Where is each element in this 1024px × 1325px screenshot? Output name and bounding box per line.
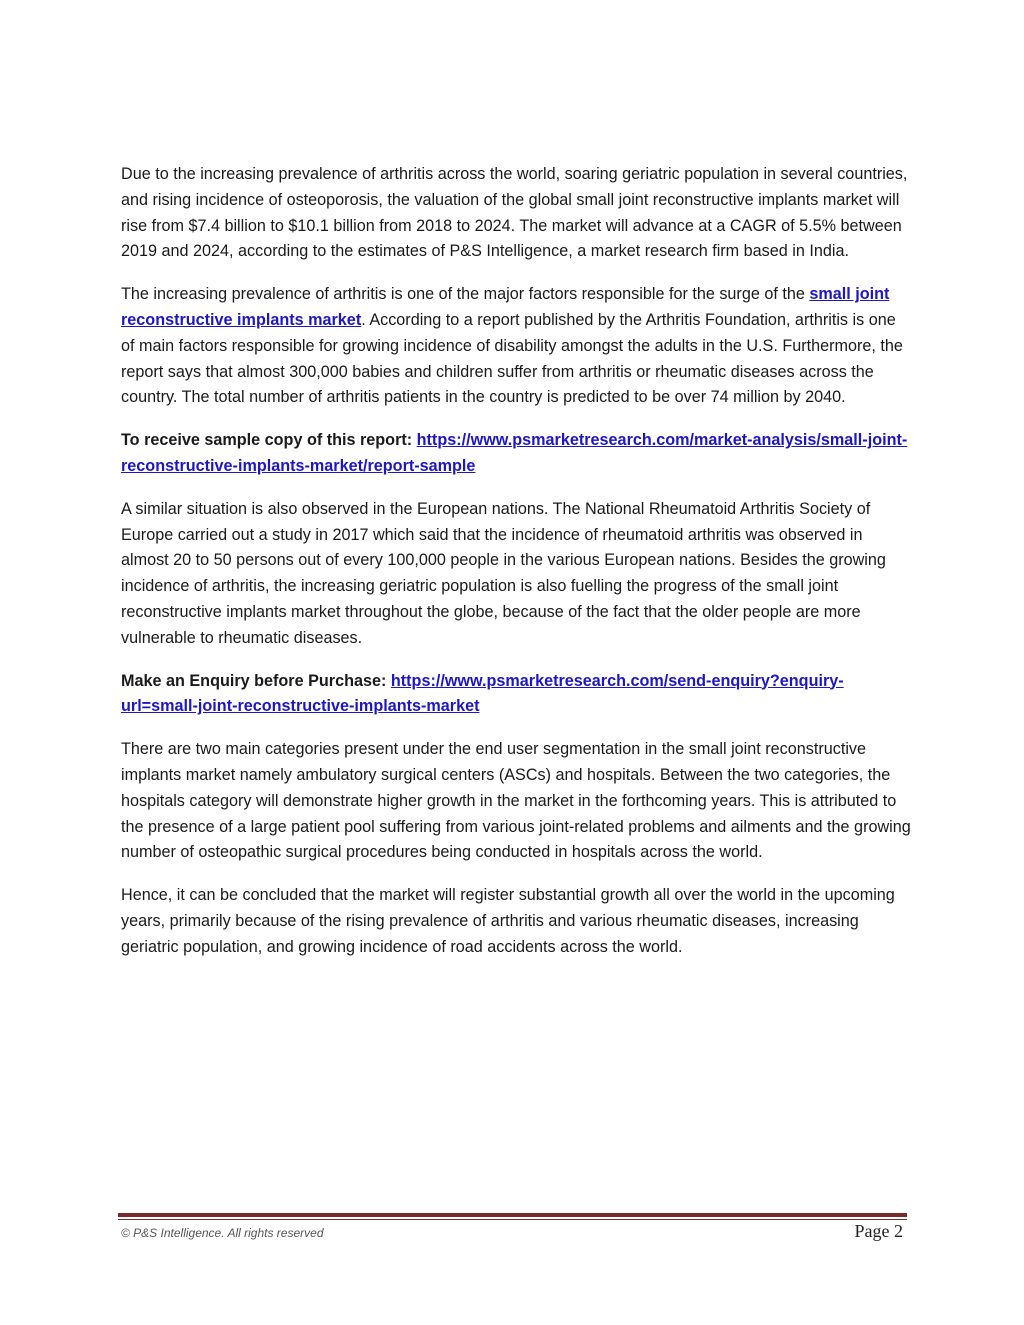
paragraph-conclusion: Hence, it can be concluded that the market will register substantial growth all over the world in the upcoming years, primarily because of the rising prevalence of arthritis and various rheumatic diseases, increasing geriatric population, and growing incidence of road accidents across the world. <box>121 886 895 956</box>
article-body <box>121 162 911 978</box>
paragraph-prevalence <box>121 282 911 411</box>
enquiry-line <box>121 669 911 721</box>
footer-copyright: © P&S Intelligence. All rights reserved <box>121 1226 324 1240</box>
paragraph-prevalence-text-start: The increasing prevalence of arthritis is one of the major factors responsible for the surge of the <box>121 285 810 304</box>
footer-divider-thick <box>118 1213 907 1217</box>
paragraph-prevalence-text-end: . According to a report published by the Arthritis Foundation, arthritis is one of main factors responsible for growing incidence of disability amongst the adults in the U.S. Furthermore, the report says that almost 300,000 babies and children suffer from arthritis or rheumatic diseases across the country. The total number of arthritis patients in the country is predicted to be over 74 million by 2040. <box>121 310 903 407</box>
sample-request-line <box>121 428 911 480</box>
sample-request-link[interactable]: https://www.psmarketresearch.com/market-analysis/small-joint-reconstructive-implants-market/report-sample <box>121 431 908 475</box>
market-link[interactable]: small joint reconstructive implants market <box>121 285 890 329</box>
footer-divider-thin <box>118 1219 907 1220</box>
footer-divider <box>118 1213 907 1221</box>
sample-request-label: To receive sample copy of this report: <box>121 431 413 450</box>
paragraph-europe: A similar situation is also observed in the European nations. The National Rheumatoid Arthritis Society of Europe carried out a study in 2017 which said that the incidence of rheumatoid arthritis was observed in almost 20 to 50 persons out of every 100,000 people in the various European nations. Besides the growing incidence of arthritis, the increasing geriatric population is also fuelling the progress of the small joint reconstructive implants market throughout the globe, because of the fact that the older people are more vulnerable to rheumatic diseases. <box>121 499 886 647</box>
enquiry-link[interactable]: https://www.psmarketresearch.com/send-enquiry?enquiry-url=small-joint-reconstructive-implants-market <box>121 671 844 716</box>
page-number: Page 2 <box>854 1221 903 1241</box>
enquiry-label: Make an Enquiry before Purchase: <box>121 671 387 690</box>
paragraph-end-user: There are two main categories present under the end user segmentation in the small joint reconstructive implants market namely ambulatory surgical centers (ASCs) and hospitals. Between the two categories, the hospitals category will demonstrate higher growth in the market in the forthcoming years. This is attributed to the presence of a large patient pool suffering from various joint-related problems and ailments and the growing number of osteopathic surgical procedures being conducted in hospitals across the world. <box>121 740 911 862</box>
paragraph-intro: Due to the increasing prevalence of arthritis across the world, soaring geriatric population in several countries, and rising incidence of osteoporosis, the valuation of the global small joint reconstructive implants market will rise from $7.4 billion to $10.1 billion from 2018 to 2024. The market will advance at a CAGR of 5.5% between 2019 and 2024, according to the estimates of P&S Intelligence, a market research firm based in India. <box>121 165 908 261</box>
